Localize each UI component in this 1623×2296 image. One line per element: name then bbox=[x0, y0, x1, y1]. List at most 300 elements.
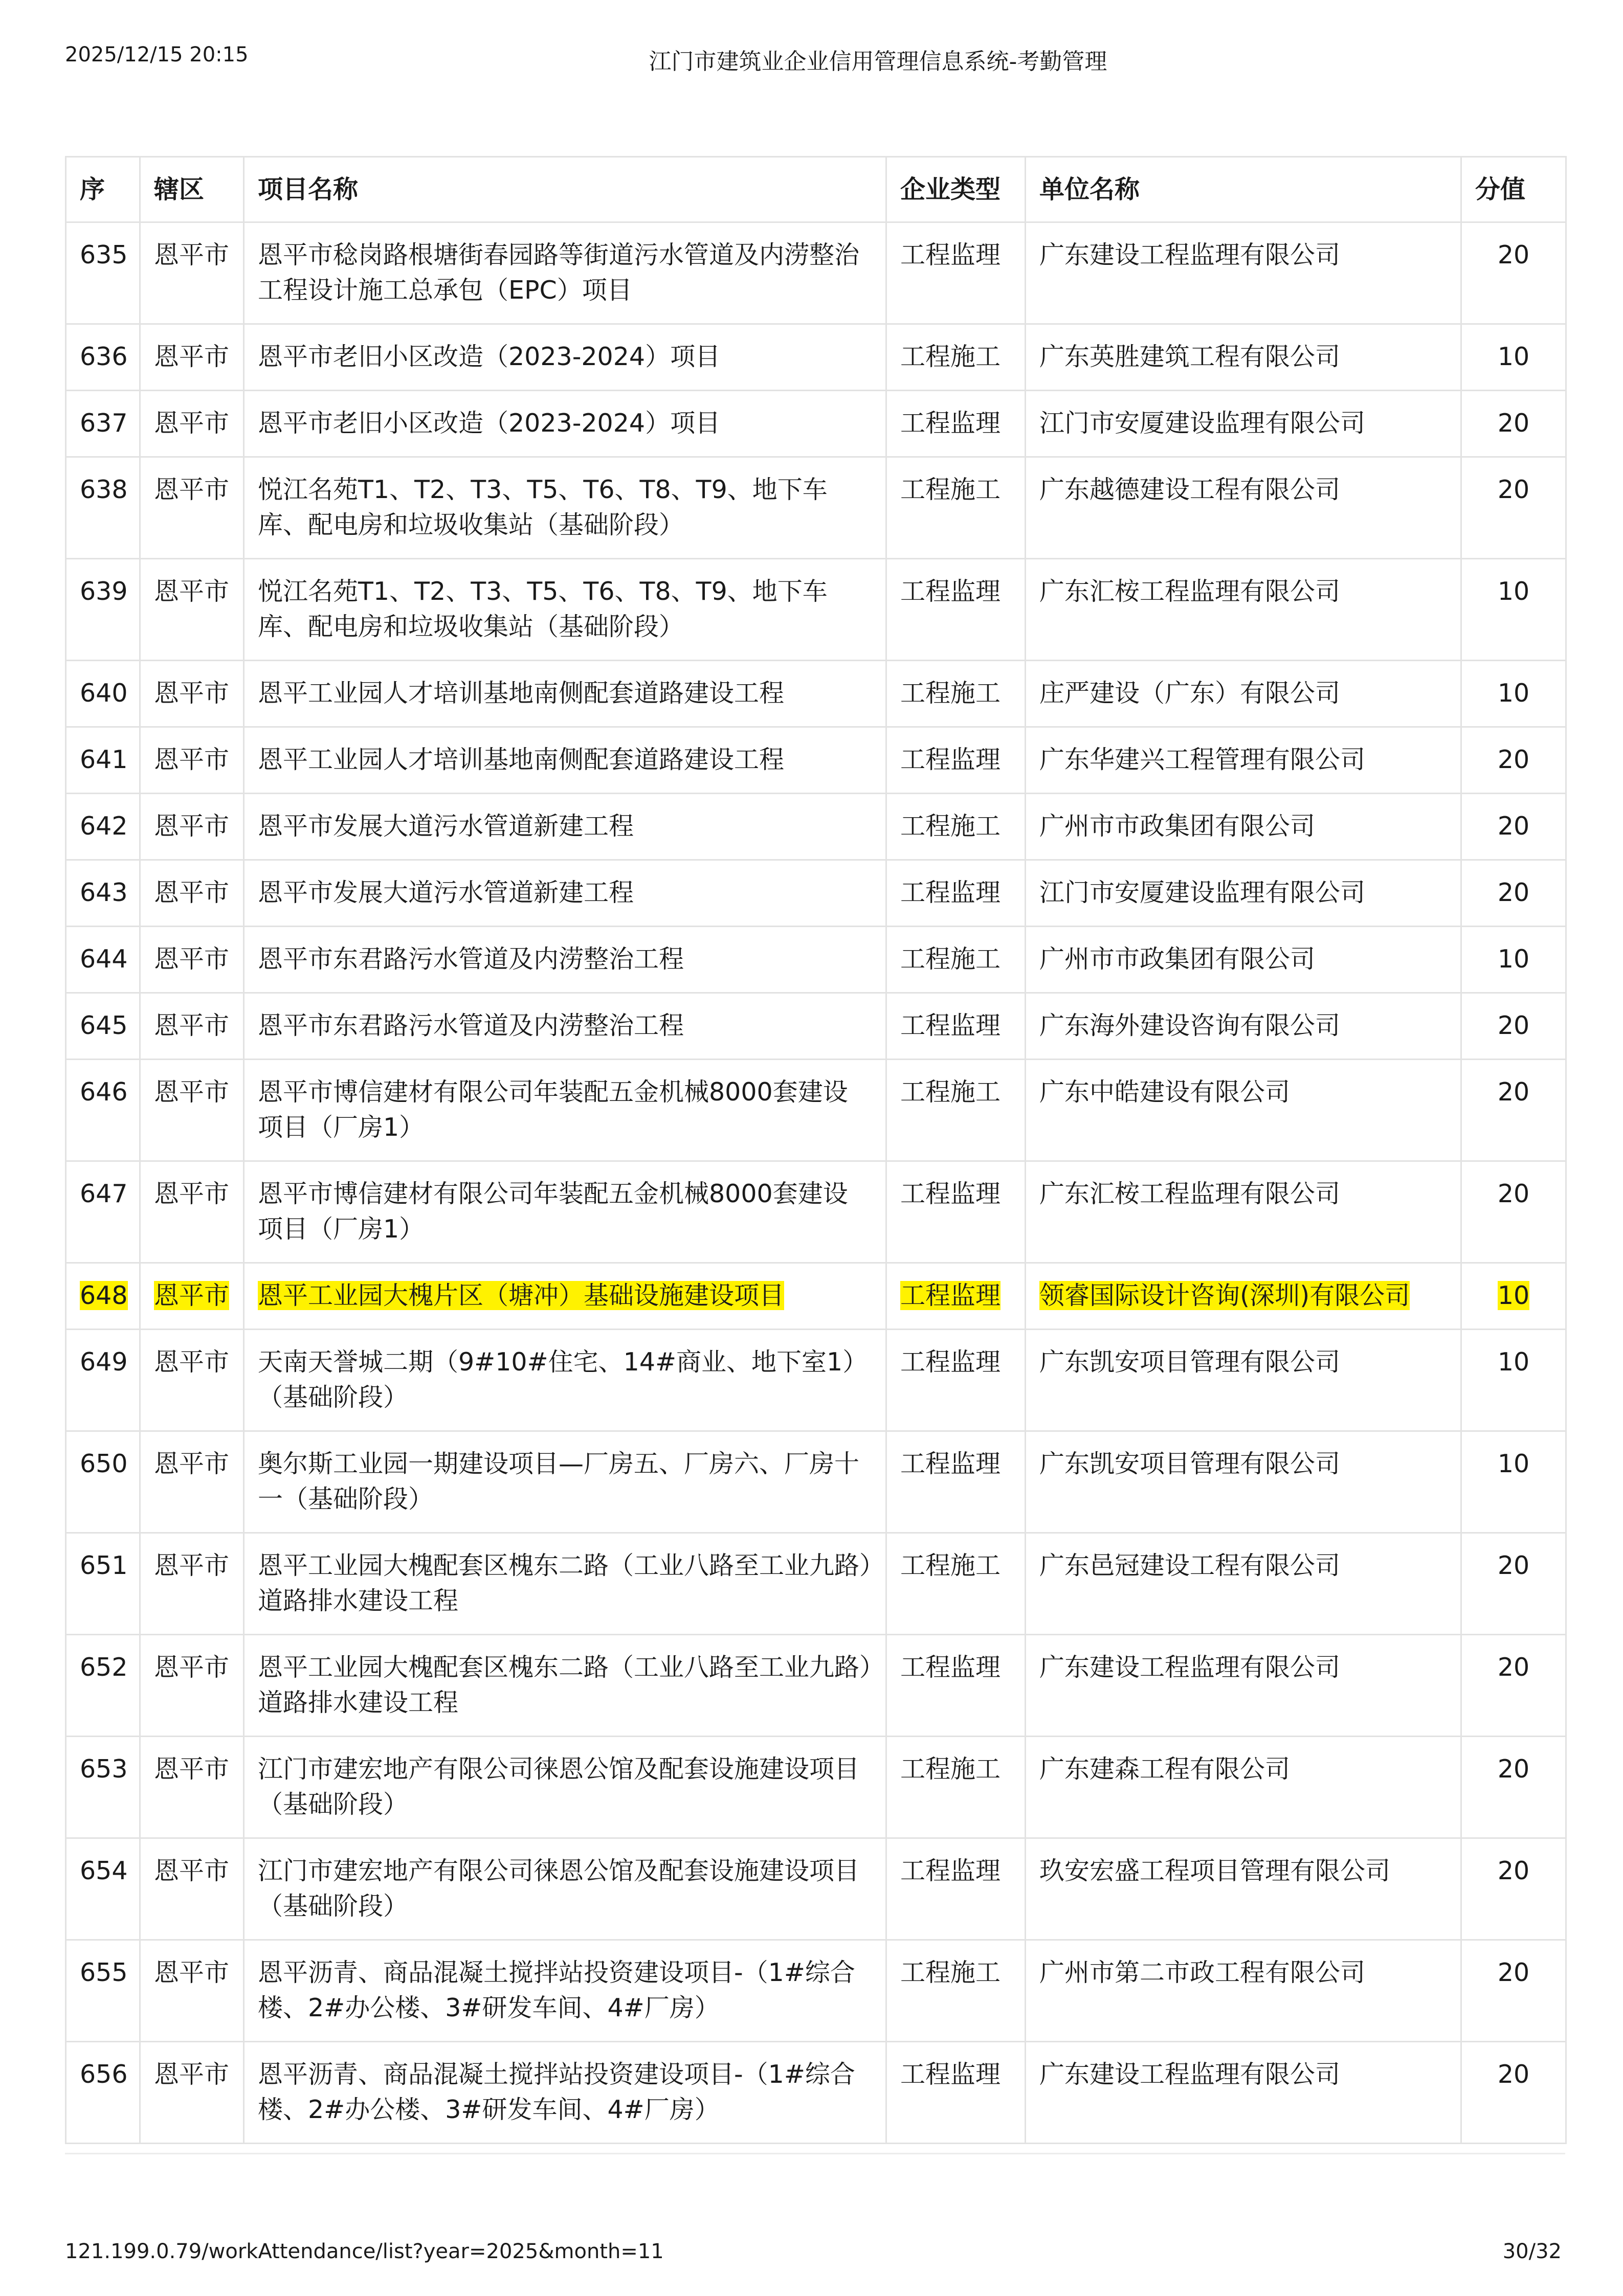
cell-score bbox=[1461, 391, 1566, 457]
col-header-score: 分值 bbox=[1461, 157, 1566, 222]
cell-company bbox=[1026, 457, 1461, 559]
cell-project-text: 恩平沥青、商品混凝土搅拌站投资建设项目-（1#综合楼、2#办公楼、3#研发车间、4#厂房） bbox=[258, 1958, 855, 2022]
cell-district-text: 恩平市 bbox=[154, 577, 230, 606]
cell-project-text: 恩平工业园大槐片区（塘冲）基础设施建设项目 bbox=[258, 1281, 785, 1310]
cell-type bbox=[886, 1431, 1026, 1533]
cell-project bbox=[244, 1161, 886, 1263]
cell-score-text: 20 bbox=[1497, 1754, 1530, 1784]
cell-no-text: 645 bbox=[80, 1011, 128, 1040]
col-header-district: 辖区 bbox=[140, 157, 244, 222]
cell-no bbox=[66, 661, 140, 727]
cell-district-text: 恩平市 bbox=[154, 475, 230, 504]
cell-score bbox=[1461, 1940, 1566, 2042]
col-header-company: 单位名称 bbox=[1026, 157, 1461, 222]
cell-type-text: 工程监理 bbox=[900, 1347, 1001, 1377]
cell-no-text: 648 bbox=[80, 1281, 128, 1310]
cell-type bbox=[886, 1940, 1026, 2042]
header-row bbox=[66, 157, 1566, 222]
cell-project-text: 江门市建宏地产有限公司徕恩公馆及配套设施建设项目（基础阶段） bbox=[258, 1754, 860, 1819]
cell-no bbox=[66, 391, 140, 457]
cell-type bbox=[886, 2042, 1026, 2144]
cell-no bbox=[66, 1533, 140, 1635]
print-datetime: 2025/12/15 20:15 bbox=[65, 43, 249, 66]
cell-score-text: 10 bbox=[1497, 679, 1530, 708]
cell-type bbox=[886, 222, 1026, 324]
cell-score-text: 10 bbox=[1497, 1347, 1530, 1377]
cell-no-text: 649 bbox=[80, 1347, 128, 1377]
cell-type bbox=[886, 1533, 1026, 1635]
cell-type-text: 工程施工 bbox=[900, 475, 1001, 504]
footer-divider bbox=[65, 2153, 1565, 2154]
cell-district bbox=[140, 2042, 244, 2144]
cell-district bbox=[140, 1060, 244, 1161]
cell-type-text: 工程施工 bbox=[900, 812, 1001, 841]
cell-score bbox=[1461, 1161, 1566, 1263]
cell-company-text: 江门市安厦建设监理有限公司 bbox=[1039, 878, 1366, 907]
cell-type bbox=[886, 661, 1026, 727]
cell-score-text: 20 bbox=[1497, 1011, 1530, 1040]
cell-project bbox=[244, 1060, 886, 1161]
cell-district-text: 恩平市 bbox=[154, 1449, 230, 1478]
cell-project bbox=[244, 1737, 886, 1838]
cell-project-text: 恩平市博信建材有限公司年装配五金机械8000套建设项目（厂房1） bbox=[258, 1179, 848, 1244]
cell-district bbox=[140, 457, 244, 559]
table-row bbox=[66, 457, 1566, 559]
cell-district-text: 恩平市 bbox=[154, 1551, 230, 1580]
table-row bbox=[66, 794, 1566, 860]
cell-project-text: 恩平市东君路污水管道及内涝整治工程 bbox=[258, 1011, 684, 1040]
cell-company-text: 广州市市政集团有限公司 bbox=[1039, 812, 1316, 841]
cell-company-text: 广东建设工程监理有限公司 bbox=[1039, 240, 1341, 269]
cell-no bbox=[66, 1635, 140, 1737]
cell-score bbox=[1461, 1838, 1566, 1940]
cell-company bbox=[1026, 1838, 1461, 1940]
cell-project bbox=[244, 1940, 886, 2042]
attendance-table bbox=[65, 156, 1567, 2144]
cell-district bbox=[140, 1263, 244, 1330]
cell-project bbox=[244, 457, 886, 559]
cell-score bbox=[1461, 1635, 1566, 1737]
cell-district-text: 恩平市 bbox=[154, 944, 230, 974]
cell-no bbox=[66, 1940, 140, 2042]
cell-score bbox=[1461, 324, 1566, 391]
cell-project-text: 恩平工业园人才培训基地南侧配套道路建设工程 bbox=[258, 745, 785, 774]
cell-score bbox=[1461, 1533, 1566, 1635]
cell-district bbox=[140, 1737, 244, 1838]
cell-score-text: 20 bbox=[1497, 745, 1530, 774]
cell-no-text: 639 bbox=[80, 577, 128, 606]
cell-company bbox=[1026, 727, 1461, 794]
cell-company bbox=[1026, 222, 1461, 324]
cell-score bbox=[1461, 1737, 1566, 1838]
cell-district bbox=[140, 1635, 244, 1737]
cell-score-text: 10 bbox=[1497, 342, 1530, 371]
cell-project-text: 恩平市老旧小区改造（2023-2024）项目 bbox=[258, 342, 721, 371]
cell-project bbox=[244, 559, 886, 661]
cell-score-text: 10 bbox=[1497, 577, 1530, 606]
cell-district bbox=[140, 1940, 244, 2042]
table-header bbox=[66, 157, 1566, 222]
cell-no-text: 646 bbox=[80, 1077, 128, 1107]
cell-no bbox=[66, 1060, 140, 1161]
cell-project bbox=[244, 860, 886, 927]
cell-score-text: 10 bbox=[1497, 1449, 1530, 1478]
cell-company-text: 广东建设工程监理有限公司 bbox=[1039, 2060, 1341, 2089]
cell-company-text: 广东凯安项目管理有限公司 bbox=[1039, 1347, 1341, 1377]
cell-type-text: 工程监理 bbox=[900, 745, 1001, 774]
table-row bbox=[66, 727, 1566, 794]
cell-no bbox=[66, 1838, 140, 1940]
cell-no-text: 650 bbox=[80, 1449, 128, 1478]
table-row bbox=[66, 1635, 1566, 1737]
cell-company-text: 领睿国际设计咨询(深圳)有限公司 bbox=[1039, 1281, 1410, 1310]
cell-company bbox=[1026, 2042, 1461, 2144]
cell-project-text: 恩平工业园大槐配套区槐东二路（工业八路至工业九路）道路排水建设工程 bbox=[258, 1551, 872, 1615]
cell-district-text: 恩平市 bbox=[154, 1077, 230, 1107]
cell-score-text: 20 bbox=[1497, 1856, 1530, 1885]
cell-score bbox=[1461, 794, 1566, 860]
cell-company bbox=[1026, 794, 1461, 860]
cell-company-text: 江门市安厦建设监理有限公司 bbox=[1039, 409, 1366, 438]
table-row bbox=[66, 2042, 1566, 2144]
cell-type bbox=[886, 1330, 1026, 1431]
cell-district-text: 恩平市 bbox=[154, 1856, 230, 1885]
cell-no-text: 641 bbox=[80, 745, 128, 774]
cell-type bbox=[886, 391, 1026, 457]
cell-type bbox=[886, 1263, 1026, 1330]
cell-type-text: 工程监理 bbox=[900, 240, 1001, 269]
cell-no bbox=[66, 1330, 140, 1431]
cell-district-text: 恩平市 bbox=[154, 2060, 230, 2089]
cell-project-text: 恩平市老旧小区改造（2023-2024）项目 bbox=[258, 409, 721, 438]
cell-project bbox=[244, 993, 886, 1060]
cell-score-text: 20 bbox=[1497, 1551, 1530, 1580]
cell-district bbox=[140, 559, 244, 661]
cell-project-text: 恩平市发展大道污水管道新建工程 bbox=[258, 878, 634, 907]
cell-district bbox=[140, 222, 244, 324]
cell-district bbox=[140, 1431, 244, 1533]
cell-type bbox=[886, 993, 1026, 1060]
cell-score-text: 20 bbox=[1497, 878, 1530, 907]
table-row bbox=[66, 559, 1566, 661]
table-row bbox=[66, 1838, 1566, 1940]
cell-score bbox=[1461, 222, 1566, 324]
cell-project bbox=[244, 1533, 886, 1635]
cell-project bbox=[244, 391, 886, 457]
cell-score bbox=[1461, 661, 1566, 727]
cell-type-text: 工程施工 bbox=[900, 1958, 1001, 1987]
cell-company bbox=[1026, 1635, 1461, 1737]
cell-type bbox=[886, 1161, 1026, 1263]
cell-company bbox=[1026, 324, 1461, 391]
table-row bbox=[66, 860, 1566, 927]
cell-project bbox=[244, 324, 886, 391]
cell-company bbox=[1026, 993, 1461, 1060]
cell-type-text: 工程监理 bbox=[900, 409, 1001, 438]
cell-project-text: 江门市建宏地产有限公司徕恩公馆及配套设施建设项目（基础阶段） bbox=[258, 1856, 860, 1921]
cell-score bbox=[1461, 1263, 1566, 1330]
cell-district-text: 恩平市 bbox=[154, 1281, 230, 1310]
cell-type bbox=[886, 794, 1026, 860]
cell-score-text: 20 bbox=[1497, 240, 1530, 269]
cell-project bbox=[244, 927, 886, 993]
cell-district-text: 恩平市 bbox=[154, 679, 230, 708]
cell-no-text: 651 bbox=[80, 1551, 128, 1580]
cell-company-text: 广东汇桉工程监理有限公司 bbox=[1039, 577, 1341, 606]
table-row bbox=[66, 1533, 1566, 1635]
cell-company-text: 庄严建设（广东）有限公司 bbox=[1039, 679, 1341, 708]
cell-type bbox=[886, 457, 1026, 559]
cell-district bbox=[140, 1838, 244, 1940]
cell-type-text: 工程监理 bbox=[900, 878, 1001, 907]
cell-company bbox=[1026, 391, 1461, 457]
cell-no-text: 656 bbox=[80, 2060, 128, 2089]
cell-district bbox=[140, 1330, 244, 1431]
cell-company-text: 玖安宏盛工程项目管理有限公司 bbox=[1039, 1856, 1391, 1885]
cell-district-text: 恩平市 bbox=[154, 1653, 230, 1682]
cell-type bbox=[886, 1635, 1026, 1737]
cell-score-text: 20 bbox=[1497, 475, 1530, 504]
cell-company bbox=[1026, 927, 1461, 993]
cell-no bbox=[66, 1263, 140, 1330]
cell-district bbox=[140, 324, 244, 391]
cell-project-text: 天南天誉城二期（9#10#住宅、14#商业、地下室1）（基础阶段） bbox=[258, 1347, 868, 1412]
cell-project-text: 恩平工业园大槐配套区槐东二路（工业八路至工业九路）道路排水建设工程 bbox=[258, 1653, 872, 1717]
table-body bbox=[66, 222, 1566, 2144]
page-title: 江门市建筑业企业信用管理信息系统-考勤管理 bbox=[649, 49, 1107, 75]
cell-company bbox=[1026, 1737, 1461, 1838]
col-header-no: 序 bbox=[66, 157, 140, 222]
cell-score bbox=[1461, 727, 1566, 794]
cell-score-text: 20 bbox=[1497, 1179, 1530, 1208]
cell-district bbox=[140, 391, 244, 457]
cell-no-text: 653 bbox=[80, 1754, 128, 1784]
cell-no bbox=[66, 927, 140, 993]
cell-type-text: 工程监理 bbox=[900, 1653, 1001, 1682]
cell-company bbox=[1026, 1431, 1461, 1533]
cell-no-text: 635 bbox=[80, 240, 128, 269]
table-row bbox=[66, 1940, 1566, 2042]
cell-no bbox=[66, 993, 140, 1060]
cell-company bbox=[1026, 1940, 1461, 2042]
table-row bbox=[66, 391, 1566, 457]
cell-score-text: 20 bbox=[1497, 409, 1530, 438]
cell-company-text: 广州市市政集团有限公司 bbox=[1039, 944, 1316, 974]
cell-project bbox=[244, 1330, 886, 1431]
table-row bbox=[66, 1431, 1566, 1533]
table-row bbox=[66, 1330, 1566, 1431]
cell-district-text: 恩平市 bbox=[154, 409, 230, 438]
cell-project-text: 恩平工业园人才培训基地南侧配套道路建设工程 bbox=[258, 679, 785, 708]
table-row bbox=[66, 1060, 1566, 1161]
cell-type-text: 工程监理 bbox=[900, 1011, 1001, 1040]
cell-no-text: 655 bbox=[80, 1958, 128, 1987]
cell-no bbox=[66, 559, 140, 661]
cell-type bbox=[886, 927, 1026, 993]
cell-company-text: 广东英胜建筑工程有限公司 bbox=[1039, 342, 1341, 371]
cell-no-text: 644 bbox=[80, 944, 128, 974]
table-row bbox=[66, 1737, 1566, 1838]
cell-project bbox=[244, 1431, 886, 1533]
cell-company-text: 广东中皓建设有限公司 bbox=[1039, 1077, 1291, 1107]
cell-score bbox=[1461, 1431, 1566, 1533]
cell-score bbox=[1461, 993, 1566, 1060]
cell-district bbox=[140, 927, 244, 993]
cell-no bbox=[66, 794, 140, 860]
cell-score-text: 20 bbox=[1497, 812, 1530, 841]
cell-company bbox=[1026, 661, 1461, 727]
cell-no-text: 652 bbox=[80, 1653, 128, 1682]
cell-project-text: 恩平沥青、商品混凝土搅拌站投资建设项目-（1#综合楼、2#办公楼、3#研发车间、4#厂房） bbox=[258, 2060, 855, 2124]
cell-no bbox=[66, 457, 140, 559]
cell-district-text: 恩平市 bbox=[154, 812, 230, 841]
cell-type-text: 工程施工 bbox=[900, 1077, 1001, 1107]
cell-project bbox=[244, 2042, 886, 2144]
cell-score bbox=[1461, 1060, 1566, 1161]
cell-no-text: 638 bbox=[80, 475, 128, 504]
cell-district-text: 恩平市 bbox=[154, 1347, 230, 1377]
cell-project bbox=[244, 661, 886, 727]
cell-project-text: 恩平市发展大道污水管道新建工程 bbox=[258, 812, 634, 841]
cell-district-text: 恩平市 bbox=[154, 878, 230, 907]
cell-no-text: 654 bbox=[80, 1856, 128, 1885]
cell-company-text: 广东汇桉工程监理有限公司 bbox=[1039, 1179, 1341, 1208]
cell-type bbox=[886, 559, 1026, 661]
cell-no bbox=[66, 222, 140, 324]
cell-type-text: 工程监理 bbox=[900, 1856, 1001, 1885]
table-row bbox=[66, 222, 1566, 324]
cell-company-text: 广东建森工程有限公司 bbox=[1039, 1754, 1291, 1784]
cell-district-text: 恩平市 bbox=[154, 240, 230, 269]
cell-type-text: 工程施工 bbox=[900, 679, 1001, 708]
cell-score bbox=[1461, 2042, 1566, 2144]
cell-project bbox=[244, 1635, 886, 1737]
cell-no-text: 637 bbox=[80, 409, 128, 438]
cell-project bbox=[244, 222, 886, 324]
cell-score-text: 20 bbox=[1497, 2060, 1530, 2089]
cell-type bbox=[886, 727, 1026, 794]
table-row bbox=[66, 1161, 1566, 1263]
cell-no bbox=[66, 727, 140, 794]
cell-no-text: 647 bbox=[80, 1179, 128, 1208]
cell-company-text: 广州市第二市政工程有限公司 bbox=[1039, 1958, 1366, 1987]
cell-district-text: 恩平市 bbox=[154, 1179, 230, 1208]
cell-score bbox=[1461, 457, 1566, 559]
cell-company bbox=[1026, 559, 1461, 661]
cell-score-text: 20 bbox=[1497, 1958, 1530, 1987]
cell-project bbox=[244, 1263, 886, 1330]
cell-company-text: 广东海外建设咨询有限公司 bbox=[1039, 1011, 1341, 1040]
cell-no-text: 642 bbox=[80, 812, 128, 841]
cell-type-text: 工程监理 bbox=[900, 577, 1001, 606]
table-row bbox=[66, 993, 1566, 1060]
cell-type bbox=[886, 1060, 1026, 1161]
cell-district bbox=[140, 860, 244, 927]
cell-project-text: 悦江名苑T1、T2、T3、T5、T6、T8、T9、地下车库、配电房和垃圾收集站（基础阶段） bbox=[258, 577, 828, 641]
table-row bbox=[66, 661, 1566, 727]
cell-company-text: 广东越德建设工程有限公司 bbox=[1039, 475, 1341, 504]
cell-district-text: 恩平市 bbox=[154, 745, 230, 774]
page-url: 121.199.0.79/workAttendance/list?year=2025&month=11 bbox=[65, 2240, 664, 2263]
cell-project-text: 奥尔斯工业园一期建设项目—厂房五、厂房六、厂房十一（基础阶段） bbox=[258, 1449, 860, 1514]
cell-score-text: 20 bbox=[1497, 1653, 1530, 1682]
cell-type-text: 工程施工 bbox=[900, 342, 1001, 371]
cell-district bbox=[140, 993, 244, 1060]
cell-score-text: 10 bbox=[1497, 1281, 1530, 1310]
col-header-type: 企业类型 bbox=[886, 157, 1026, 222]
cell-type-text: 工程监理 bbox=[900, 1281, 1001, 1310]
cell-company-text: 广东凯安项目管理有限公司 bbox=[1039, 1449, 1341, 1478]
cell-no bbox=[66, 1431, 140, 1533]
cell-district bbox=[140, 661, 244, 727]
cell-no bbox=[66, 1737, 140, 1838]
cell-district-text: 恩平市 bbox=[154, 1754, 230, 1784]
col-header-project: 项目名称 bbox=[244, 157, 886, 222]
cell-type-text: 工程施工 bbox=[900, 944, 1001, 974]
cell-project-text: 恩平市稔岗路根塘街春园路等街道污水管道及内涝整治工程设计施工总承包（EPC）项目 bbox=[258, 240, 860, 305]
cell-company-text: 广东华建兴工程管理有限公司 bbox=[1039, 745, 1366, 774]
cell-score-text: 20 bbox=[1497, 1077, 1530, 1107]
cell-company bbox=[1026, 1060, 1461, 1161]
cell-no-text: 636 bbox=[80, 342, 128, 371]
cell-score bbox=[1461, 860, 1566, 927]
cell-no bbox=[66, 1161, 140, 1263]
cell-project bbox=[244, 727, 886, 794]
cell-district-text: 恩平市 bbox=[154, 342, 230, 371]
cell-company bbox=[1026, 1161, 1461, 1263]
cell-company-text: 广东建设工程监理有限公司 bbox=[1039, 1653, 1341, 1682]
cell-type-text: 工程施工 bbox=[900, 1551, 1001, 1580]
cell-type-text: 工程监理 bbox=[900, 1449, 1001, 1478]
cell-district-text: 恩平市 bbox=[154, 1011, 230, 1040]
cell-project-text: 恩平市东君路污水管道及内涝整治工程 bbox=[258, 944, 684, 974]
page-number: 30/32 bbox=[1502, 2240, 1562, 2263]
cell-score bbox=[1461, 927, 1566, 993]
cell-score bbox=[1461, 1330, 1566, 1431]
table-row bbox=[66, 1263, 1566, 1330]
cell-type bbox=[886, 860, 1026, 927]
cell-project bbox=[244, 1838, 886, 1940]
cell-no-text: 640 bbox=[80, 679, 128, 708]
cell-project-text: 恩平市博信建材有限公司年装配五金机械8000套建设项目（厂房1） bbox=[258, 1077, 848, 1142]
cell-no bbox=[66, 2042, 140, 2144]
cell-type-text: 工程监理 bbox=[900, 1179, 1001, 1208]
cell-type-text: 工程施工 bbox=[900, 1754, 1001, 1784]
cell-district bbox=[140, 1533, 244, 1635]
cell-type-text: 工程监理 bbox=[900, 2060, 1001, 2089]
cell-project-text: 悦江名苑T1、T2、T3、T5、T6、T8、T9、地下车库、配电房和垃圾收集站（基础阶段） bbox=[258, 475, 828, 539]
cell-type bbox=[886, 1838, 1026, 1940]
table-row bbox=[66, 927, 1566, 993]
cell-type bbox=[886, 324, 1026, 391]
cell-district-text: 恩平市 bbox=[154, 1958, 230, 1987]
cell-company bbox=[1026, 860, 1461, 927]
cell-company-text: 广东邑冠建设工程有限公司 bbox=[1039, 1551, 1341, 1580]
cell-no bbox=[66, 324, 140, 391]
cell-district bbox=[140, 1161, 244, 1263]
cell-company bbox=[1026, 1533, 1461, 1635]
cell-district bbox=[140, 727, 244, 794]
cell-no bbox=[66, 860, 140, 927]
cell-company bbox=[1026, 1263, 1461, 1330]
cell-score bbox=[1461, 559, 1566, 661]
cell-no-text: 643 bbox=[80, 878, 128, 907]
cell-type bbox=[886, 1737, 1026, 1838]
cell-project bbox=[244, 794, 886, 860]
table-row bbox=[66, 324, 1566, 391]
cell-company bbox=[1026, 1330, 1461, 1431]
cell-score-text: 10 bbox=[1497, 944, 1530, 974]
